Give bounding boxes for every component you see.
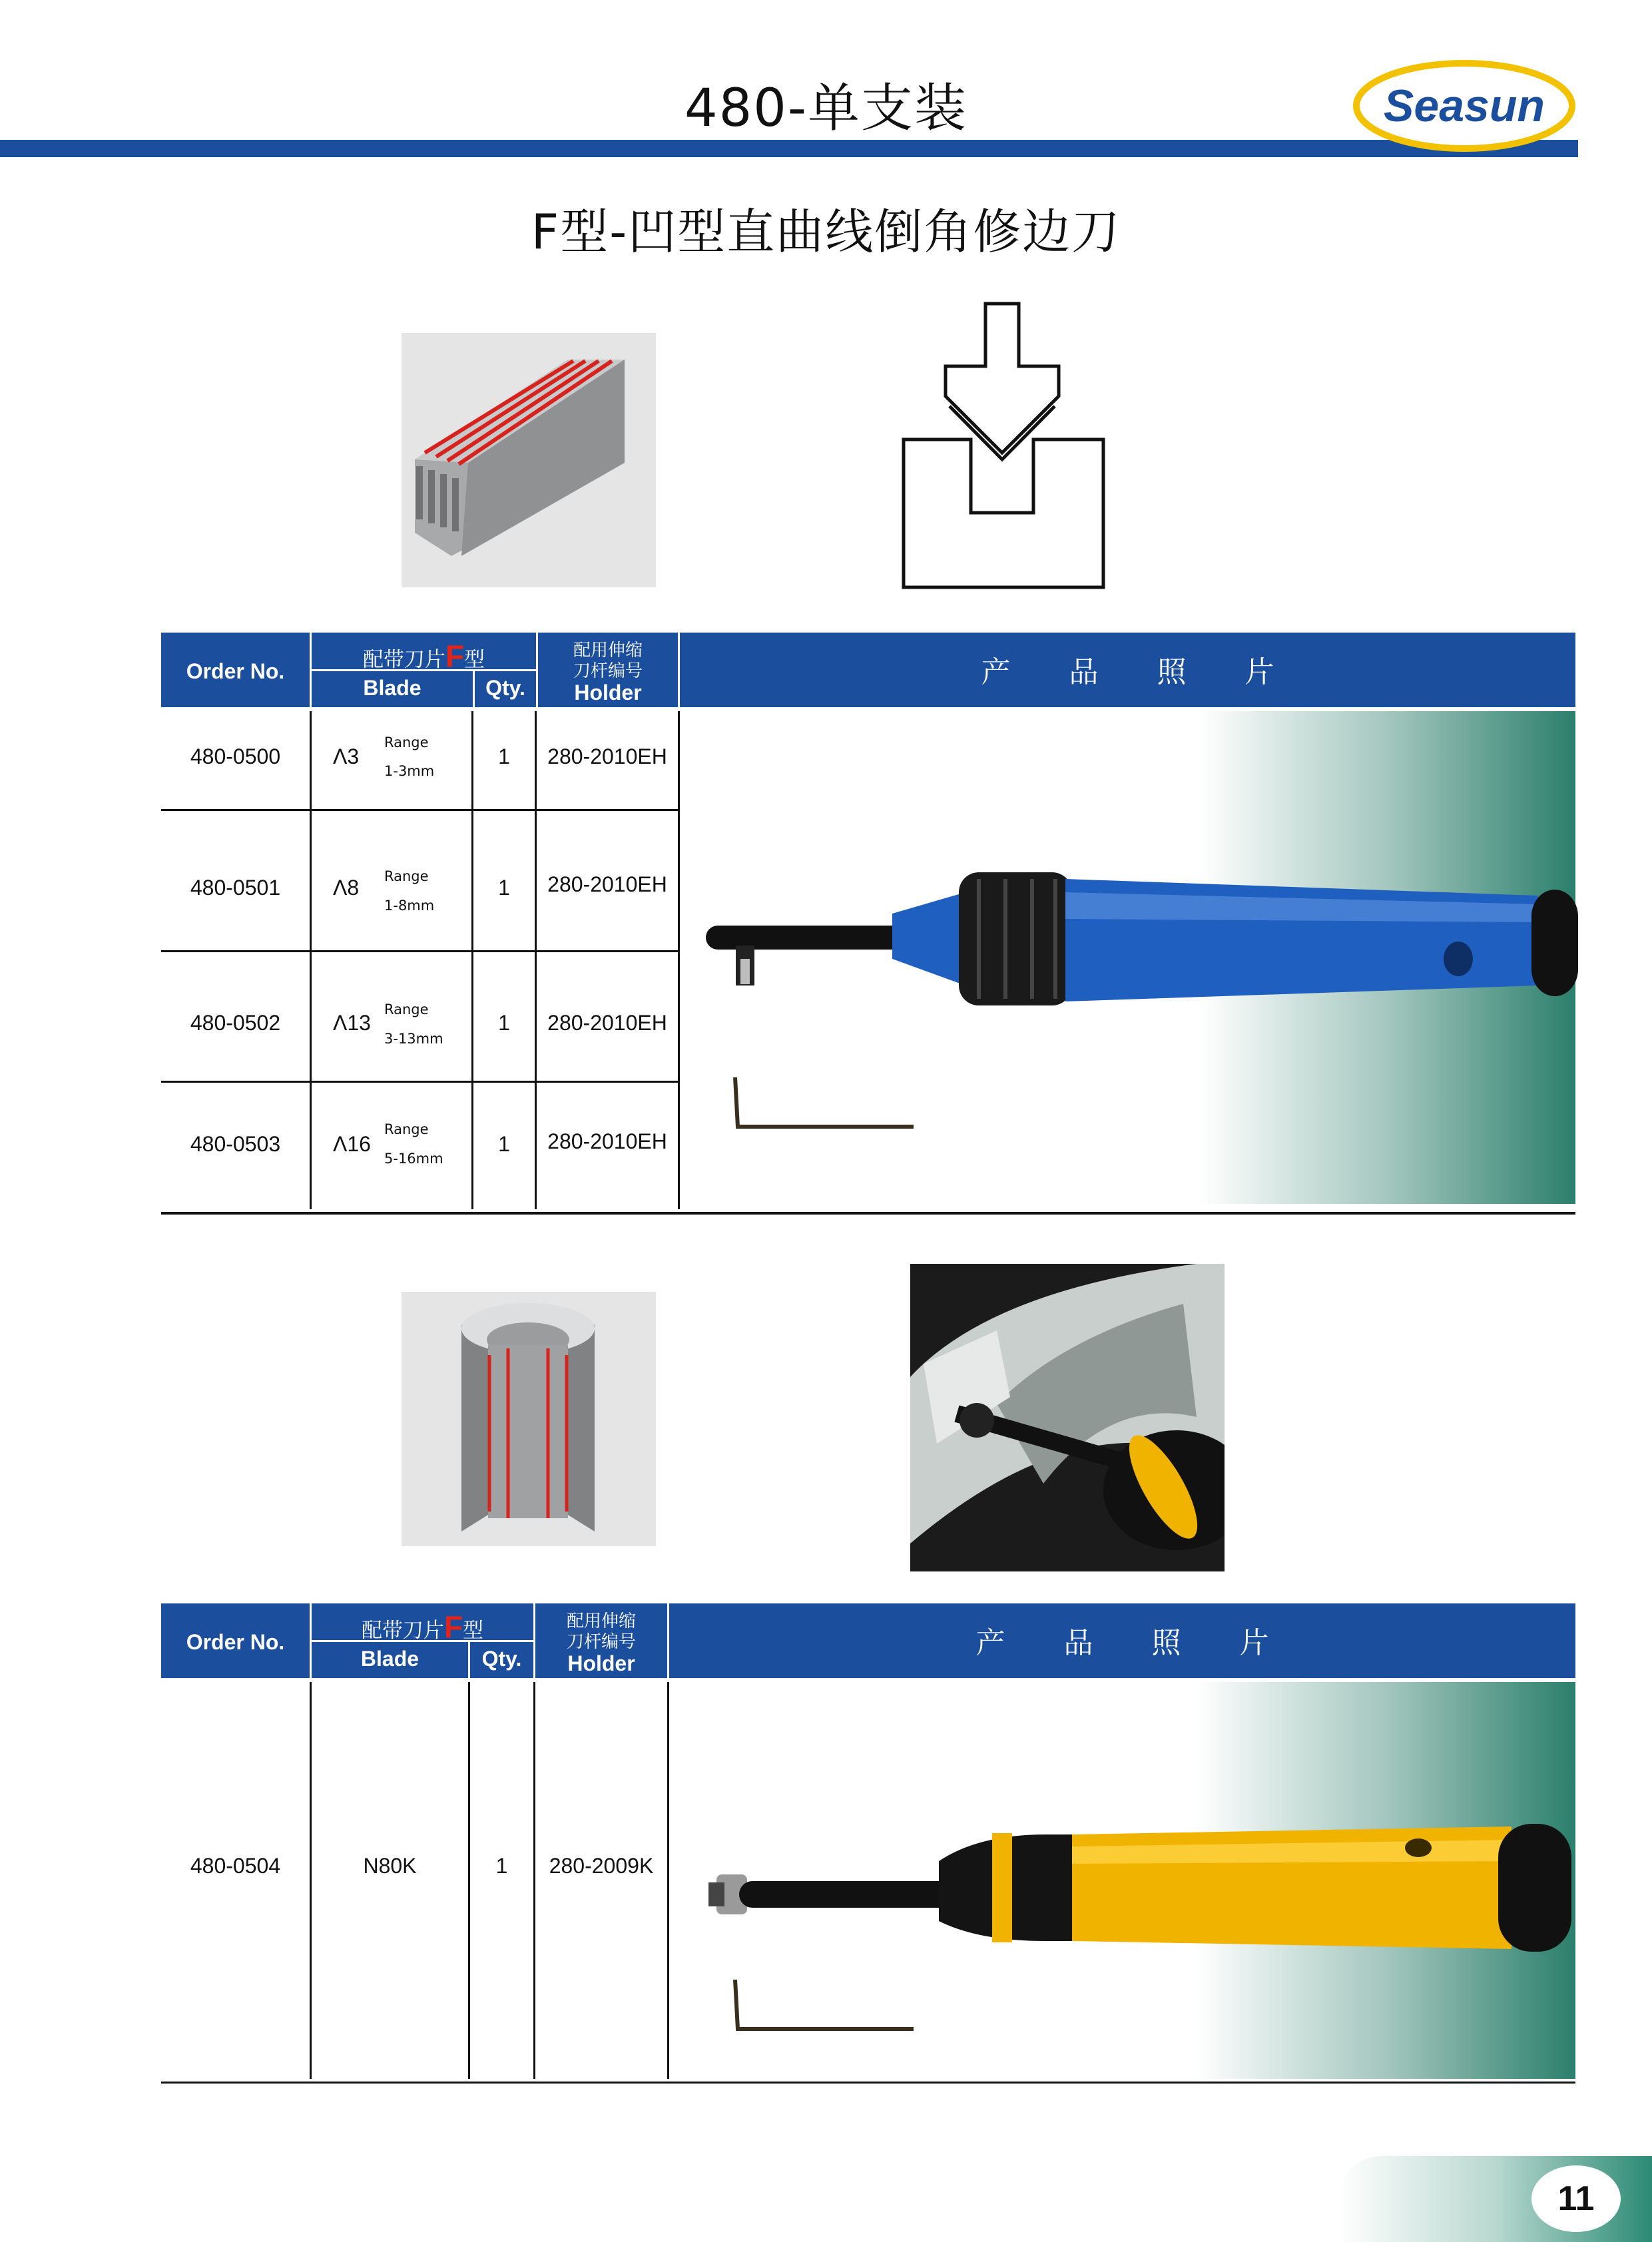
header-holder-cn-1: 配用伸缩 xyxy=(573,641,643,661)
holder: 280-2010EH xyxy=(547,872,667,896)
qty: 1 xyxy=(498,876,510,900)
order-no: 480-0503 xyxy=(190,1132,281,1156)
blade-cn-suffix: 型 xyxy=(464,648,485,672)
deburring-tool-yellow-photo xyxy=(699,1821,1585,1954)
range-value: 3-13mm xyxy=(384,1031,443,1047)
header-photo: 产 品 照 片 xyxy=(981,655,1274,689)
header-holder-cn-1: 配用伸缩 xyxy=(566,1611,636,1631)
order-no: 480-0504 xyxy=(190,1854,281,1878)
blade-bar-illustration xyxy=(402,333,656,587)
range-label: Range xyxy=(384,1121,429,1137)
logo-text: Seasun xyxy=(1384,81,1545,131)
blade-cn-prefix: 配带刀片 xyxy=(361,1619,444,1643)
page-number: 11 xyxy=(1557,2179,1595,2218)
blade-type: Λ13 xyxy=(333,1011,371,1035)
header-blade: Blade xyxy=(363,676,421,700)
header-blade-cn xyxy=(312,638,536,674)
header-photo: 产 品 照 片 xyxy=(975,1626,1269,1660)
order-no: 480-0501 xyxy=(190,876,281,900)
blade-cn-prefix: 配带刀片 xyxy=(362,648,445,672)
hex-key-icon xyxy=(726,1974,919,2034)
range-label: Range xyxy=(384,868,429,884)
range-label: Range xyxy=(384,734,429,750)
header-holder: Holder xyxy=(574,681,642,704)
header-blade: Blade xyxy=(360,1647,419,1671)
header-qty: Qty. xyxy=(485,676,525,700)
header-holder-cn-2: 刀杆编号 xyxy=(573,661,643,681)
blade-type: Λ3 xyxy=(333,744,360,768)
header-order-no: Order No. xyxy=(186,659,285,683)
header-blade-cn xyxy=(312,1609,533,1645)
holder: 280-2010EH xyxy=(547,744,667,768)
header-holder: Holder xyxy=(567,1651,635,1675)
blade-bore-illustration xyxy=(402,1292,656,1546)
header-order-no: Order No. xyxy=(186,1630,285,1654)
qty: 1 xyxy=(498,744,510,768)
qty: 1 xyxy=(498,1011,510,1035)
blade-type: Λ16 xyxy=(333,1132,371,1156)
holder: 280-2009K xyxy=(549,1854,654,1878)
blade-cn-letter: F xyxy=(443,1609,463,1644)
range-value: 5-16mm xyxy=(384,1151,443,1167)
header-bar xyxy=(0,140,1578,157)
blade-type: Λ8 xyxy=(333,876,360,900)
hex-key-icon xyxy=(726,1072,919,1132)
blade-cn-letter: F xyxy=(445,639,465,673)
qty: 1 xyxy=(498,1132,510,1156)
blade-type: N80K xyxy=(363,1854,417,1878)
page-subtitle: F型-凹型直曲线倒角修边刀 xyxy=(531,204,1121,260)
range-label: Range xyxy=(384,1001,429,1017)
order-no: 480-0502 xyxy=(190,1011,281,1035)
qty: 1 xyxy=(495,1854,508,1878)
order-no: 480-0500 xyxy=(190,744,281,768)
deburring-in-use-photo xyxy=(910,1264,1225,1571)
range-value: 1-3mm xyxy=(384,763,435,779)
blade-cn-suffix: 型 xyxy=(463,1619,484,1643)
brand-logo xyxy=(1352,59,1577,153)
range-value: 1-8mm xyxy=(384,898,435,914)
page-title: 480-单支装 xyxy=(684,79,968,139)
header-holder-cn-2: 刀杆编号 xyxy=(566,1632,636,1652)
header-qty: Qty. xyxy=(481,1647,522,1671)
deburring-tool-blue-photo xyxy=(692,859,1585,1019)
holder: 280-2010EH xyxy=(547,1129,667,1153)
chamfer-diagram xyxy=(892,300,1112,593)
holder: 280-2010EH xyxy=(547,1011,667,1035)
